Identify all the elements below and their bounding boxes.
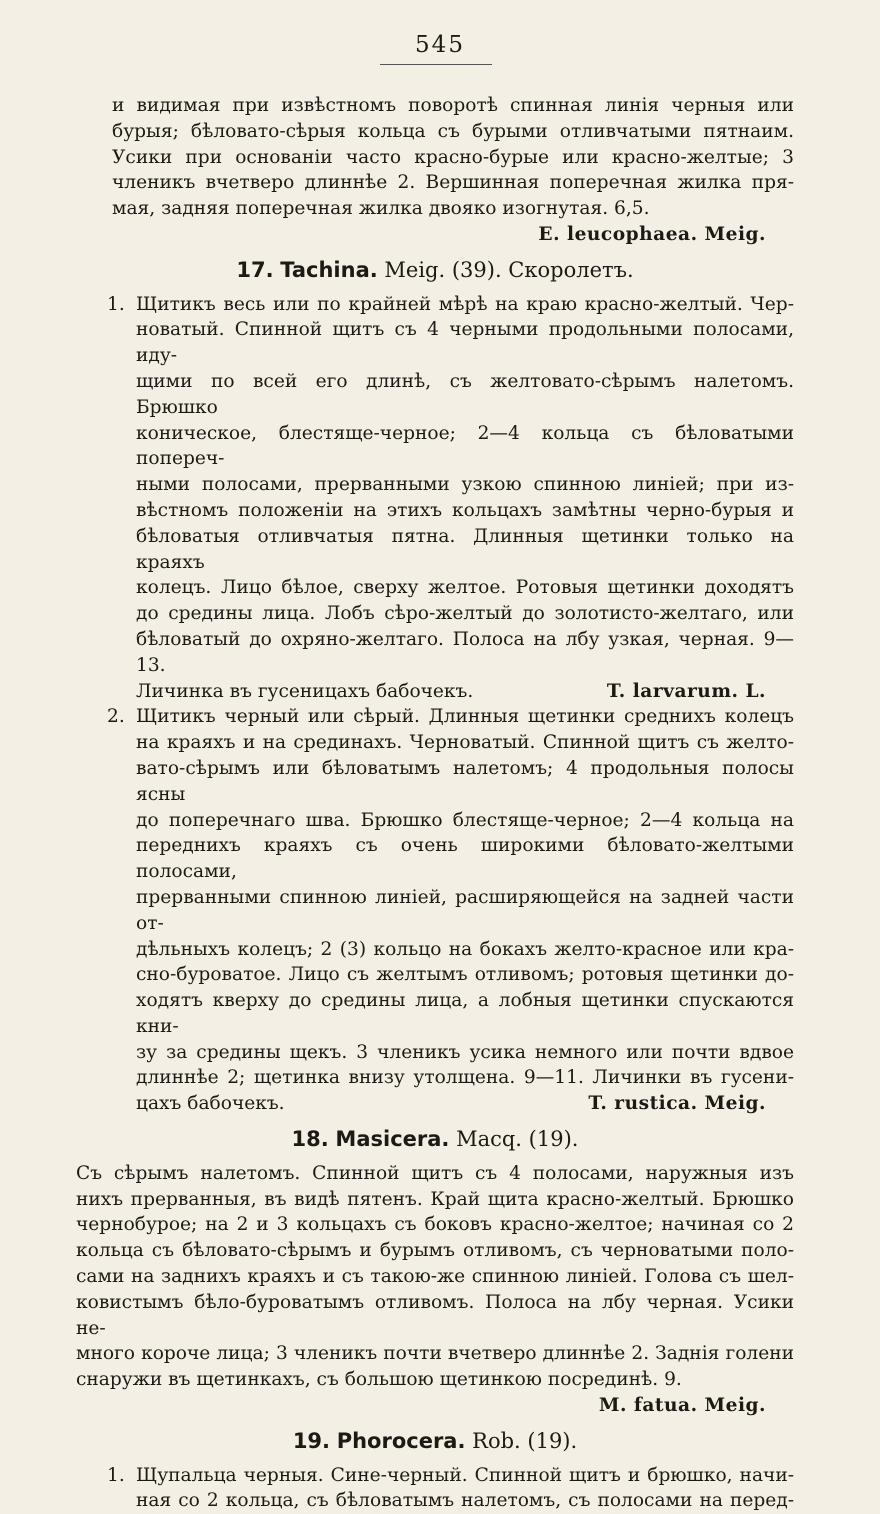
genus-name: Phorocera. [336,1428,466,1453]
text-line: дѣльныхъ колецъ; 2 (3) кольцо на бокахъ желто-красное или кра- [136,938,794,960]
text-line: Съ сѣрымъ налетомъ. Спинной щитъ съ 4 полосами, наружныя изъ [76,1162,794,1184]
couplet-number: 1. [107,293,125,315]
genus-heading [76,258,794,284]
text-line: и видимая при извѣстномъ поворотѣ спинная линія черныя или [112,95,794,116]
genus-authority: Macq. (19). [456,1127,579,1152]
couplet-number: 2. [107,706,125,728]
text-line: много короче лица; 3 членикъ почти вчетверо длиннѣе 2. Заднія голени [76,1343,794,1365]
text-line: бѣловатыя отливчатыя пятна. Длинныя щетинки только на краяхъ [136,525,794,573]
genus-authority: Meig. (39). Скоролетъ. [384,257,634,282]
text-line: сно-буроватое. Лицо съ желтымъ отливомъ; ротовыя щетинки до- [136,964,794,986]
text-line: ными полосами, прерванными узкою спинною линіей; при из- [136,474,794,496]
genus-heading [76,1127,794,1153]
text-line: прерванными спинною линіей, расширяющейся на задней части от- [136,886,794,934]
text-line: бѣловатый до охряно-желтаго. Полоса на лбу узкая, черная. 9—13. [136,628,794,676]
text-line-with-species [136,1091,794,1117]
genus-number: 19. [292,1428,331,1453]
page-number: 545 [415,32,465,58]
key-couplet [76,1463,794,1514]
text-line: кольца съ бѣловато-сѣрымъ и бурымъ отливомъ, съ черноватыми поло- [76,1240,794,1262]
genus-number: 17. [236,257,274,282]
genus-heading [76,1429,794,1455]
text-line: Личинка въ гусеницахъ бабочекъ. [136,680,474,702]
text-line: новатый. Спинной щитъ съ 4 черными продольными полосами, иду- [136,319,794,367]
text-line: ная со 2 кольца, съ бѣловатымъ налетомъ, съ полосами на перед- [136,1490,794,1512]
text-line: снаружи въ щетинкахъ, съ большою щетинкою посрединѣ. 9. [76,1369,682,1391]
text-line: Щитикъ черный или сѣрый. Длинныя щетинки среднихъ колецъ [136,706,794,728]
text-line: ковистымъ бѣло-буроватымъ отливомъ. Полоса на лбу черная. Усики не- [76,1291,794,1339]
species-name: M. fatua. Meig. [598,1395,766,1417]
species-name: T. rustica. Meig. [588,1093,766,1115]
text-line: членикъ вчетверо длиннѣе 2. Вершинная поперечная жилка пря- [112,172,794,194]
intro-paragraph [76,93,794,248]
text-line: щими по всей его длинѣ, съ желтовато-сѣрымъ налетомъ. Брюшко [136,370,794,418]
text-line: сами на заднихъ краяхъ и съ такою-же спинною линіей. Голова съ шел- [76,1266,794,1288]
text-line: нихъ прерванныя, въ видѣ пятенъ. Край щита красно-желтый. Брюшко [76,1188,794,1210]
text-line: бурыя; бѣловато-сѣрыя кольца съ бурыми отливчатыми пятнаим. [112,120,794,142]
text-line: до средины лица. Лобъ сѣро-желтый до золотисто-желтаго, или [136,603,794,625]
text-line: колецъ. Лицо бѣлое, сверху желтое. Ротовыя щетинки доходятъ [136,577,794,599]
key-couplet [76,292,794,705]
text-line: коническое, блестяще-черное; 2—4 кольца съ бѣловатыми попереч- [136,422,794,470]
text-line: ходятъ кверху до средины лица, а лобныя щетинки спускаются кни- [136,990,794,1037]
genus-name: Tachina. [280,257,378,282]
header-rule [380,64,492,65]
text-line: Щупальца черныя. Сине-черный. Спинной щитъ и брюшко, начи- [136,1464,794,1486]
species-name: E. leucophaea. Meig. [538,223,766,245]
text-line: зу за средины щекъ. 3 членикъ усика немного или почти вдвое [136,1041,794,1063]
genus-authority: Rob. (19). [472,1428,578,1453]
text-line: переднихъ краяхъ съ очень широкими бѣловато-желтыми полосами, [136,835,794,883]
text-line: на краяхъ и на срединахъ. Черноватый. Спинной щитъ съ желто- [136,732,794,754]
text-line: чернобурое; на 2 и 3 кольцахъ съ боковъ красно-желтое; начиная со 2 [76,1214,794,1236]
genus-name: Masicera. [335,1127,450,1152]
species-name: T. larvarum. L. [606,680,766,702]
text-line: длиннѣе 2; щетинка внизу утолщена. 9—11. Личинки въ гусени- [136,1067,794,1089]
text-line-with-species [136,679,794,705]
text-line: цахъ бабочекъ. [136,1093,285,1115]
text-line: до поперечнаго шва. Брюшко блестяще-черное; 2—4 кольца на [136,809,794,831]
genus-description [76,1161,794,1419]
text-line: Щитикъ весь или по крайней мѣрѣ на краю красно-желтый. Чер- [136,293,794,315]
couplet-number: 1. [107,1464,125,1486]
genus-number: 18. [291,1127,329,1152]
key-couplet [76,704,794,1117]
text-line: вато-сѣрымъ или бѣловатымъ налетомъ; 4 продольныя полосы ясны [136,757,794,805]
text-line: мая, задняя поперечная жилка двояко изогнутая. 6,5. [112,198,650,220]
page-body [76,93,794,1514]
text-line: Усики при основаніи часто красно-бурые или красно-желтые; 3 [112,146,794,168]
text-line: вѣстномъ положеніи на этихъ кольцахъ замѣтны черно-бурыя и [136,499,794,521]
